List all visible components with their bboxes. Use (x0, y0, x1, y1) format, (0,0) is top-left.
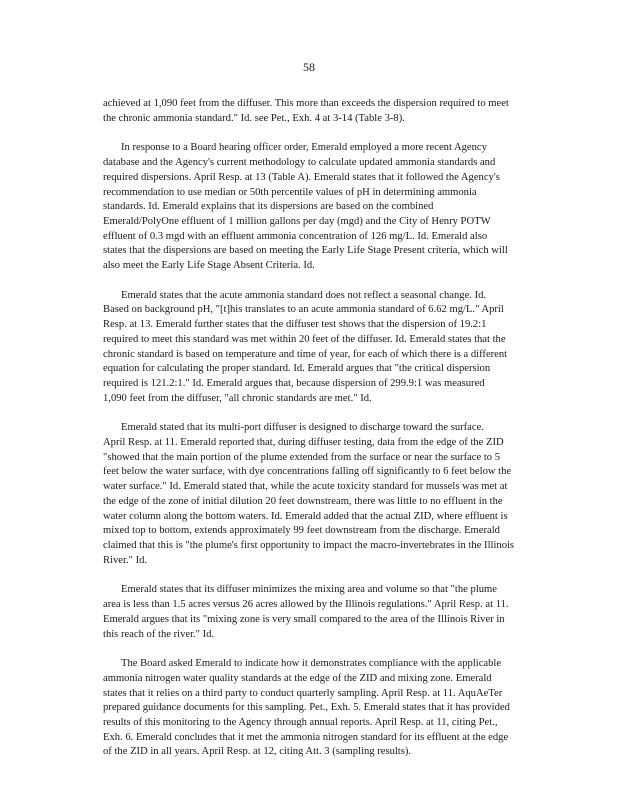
text-line: this reach of the river." Id. (103, 628, 215, 640)
text-line: the edge of the zone of initial dilution 20 feet downstream, there was little to no effluent in the (103, 495, 503, 507)
text-line: required to meet this standard was met within 20 feet of the diffuser. Id. Emerald states that the (103, 333, 506, 345)
text-line: claimed that this is "the plume's first opportunity to impact the macro-invertebrates in the Illinois (103, 539, 515, 551)
text-line: results of this monitoring to the Agency through annual reports. April Resp. at 11, citing Pet., (103, 717, 498, 729)
text-line: mixed top to bottom, extends approximately 99 feet downstream from the discharge. Emerald (103, 525, 500, 537)
text-line: water surface." Id. Emerald stated that, while the acute toxicity standard for mussels was met at (103, 481, 508, 493)
text-line: database and the Agency's current methodology to calculate updated ammonia standards and (103, 157, 496, 169)
paragraph (103, 657, 521, 760)
text-line: Resp. at 13. Emerald further states that the diffuser test shows that the dispersion of 19.2:1 (103, 319, 487, 331)
text-line: of the ZID in all years. April Resp. at 12, citing Att. 3 (sampling results). (103, 746, 412, 758)
text-line: Exh. 6. Emerald concludes that it met the ammonia nitrogen standard for its effluent at the edge (103, 731, 509, 743)
text-line: recommendation to use median or 50th percentile values of pH in determining ammonia (103, 186, 477, 198)
text-line: Emerald states that its diffuser minimizes the mixing area and volume so that "the plume (121, 584, 497, 596)
text-line: River." Id. (103, 554, 148, 566)
page-number: 58 (303, 60, 315, 74)
text-line: states that the dispersions are based on meeting the Early Life Stage Present criteria, which will (103, 245, 508, 257)
text-line: In response to a Board hearing officer order, Emerald employed a more recent Agency (121, 142, 487, 154)
text-line: Emerald argues that its "mixing zone is very small compared to the area of the Illinois River in (103, 613, 505, 625)
paragraph (103, 97, 521, 126)
text-line: effluent of 0.3 mgd with an effluent ammonia concentration of 126 mg/L. Id. Emerald also (103, 230, 488, 242)
text-line: the chronic ammonia standard." Id. see Pet., Exh. 4 at 3-14 (Table 3-8). (103, 112, 405, 124)
text-line: Based on background pH, "[t]his translates to an acute ammonia standard of 6.62 mg/L." April (103, 304, 504, 316)
text-line: achieved at 1,090 feet from the diffuser. This more than exceeds the dispersion required to meet (103, 98, 509, 109)
text-line: chronic standard is based on temperature and time of year, for each of which there is a different (103, 348, 508, 360)
text-line: April Resp. at 11. Emerald reported that, during diffuser testing, data from the edge of the ZID (103, 437, 504, 449)
paragraph (103, 421, 521, 568)
text-line: states that it relies on a third party to conduct quarterly sampling. April Resp. at 11. AquAeTer (103, 687, 503, 699)
body-text (103, 97, 521, 775)
text-line: The Board asked Emerald to indicate how it demonstrates compliance with the applicable (121, 658, 502, 670)
text-line: ammonia nitrogen water quality standards at the edge of the ZID and mixing zone. Emerald (103, 672, 492, 684)
paragraph (103, 289, 521, 407)
paragraph (103, 583, 521, 642)
text-line: feet below the water surface, with dye concentrations falling off significantly to 6 feet below the (103, 466, 512, 478)
text-line: required is 121.2:1." Id. Emerald argues that, because dispersion of 299.9:1 was measured (103, 377, 485, 389)
text-line: Emerald stated that its multi-port diffuser is designed to discharge toward the surface. (121, 422, 484, 434)
text-line: equation for calculating the proper standard. Id. Emerald argues that "the critical dispersion (103, 363, 491, 375)
text-line: standards. Id. Emerald explains that its dispersions are based on the combined (103, 201, 434, 213)
text-line: prepared guidance documents for this sampling. Pet., Exh. 5. Emerald states that it has provided (103, 702, 510, 714)
text-line: "showed that the main portion of the plume extended from the surface or near the surface to 5 (103, 451, 501, 463)
text-line: area is less than 1.5 acres versus 26 acres allowed by the Illinois regulations." April Resp. at 11. (103, 599, 509, 611)
text-line: required dispersions. April Resp. at 13 (Table A). Emerald states that it followed the Agency's (103, 171, 500, 183)
paragraph (103, 141, 521, 273)
text-line: Emerald/PolyOne effluent of 1 million gallons per day (mgd) and the City of Henry POTW (103, 215, 491, 227)
text-line: water column along the bottom waters. Id. Emerald added that the actual ZID, where effluent is (103, 510, 508, 522)
text-line: Emerald states that the acute ammonia standard does not reflect a seasonal change. Id. (121, 289, 487, 301)
text-line: 1,090 feet from the diffuser, "all chronic standards are met." Id. (103, 392, 372, 404)
text-line: also meet the Early Life Stage Absent Criteria. Id. (103, 260, 315, 272)
